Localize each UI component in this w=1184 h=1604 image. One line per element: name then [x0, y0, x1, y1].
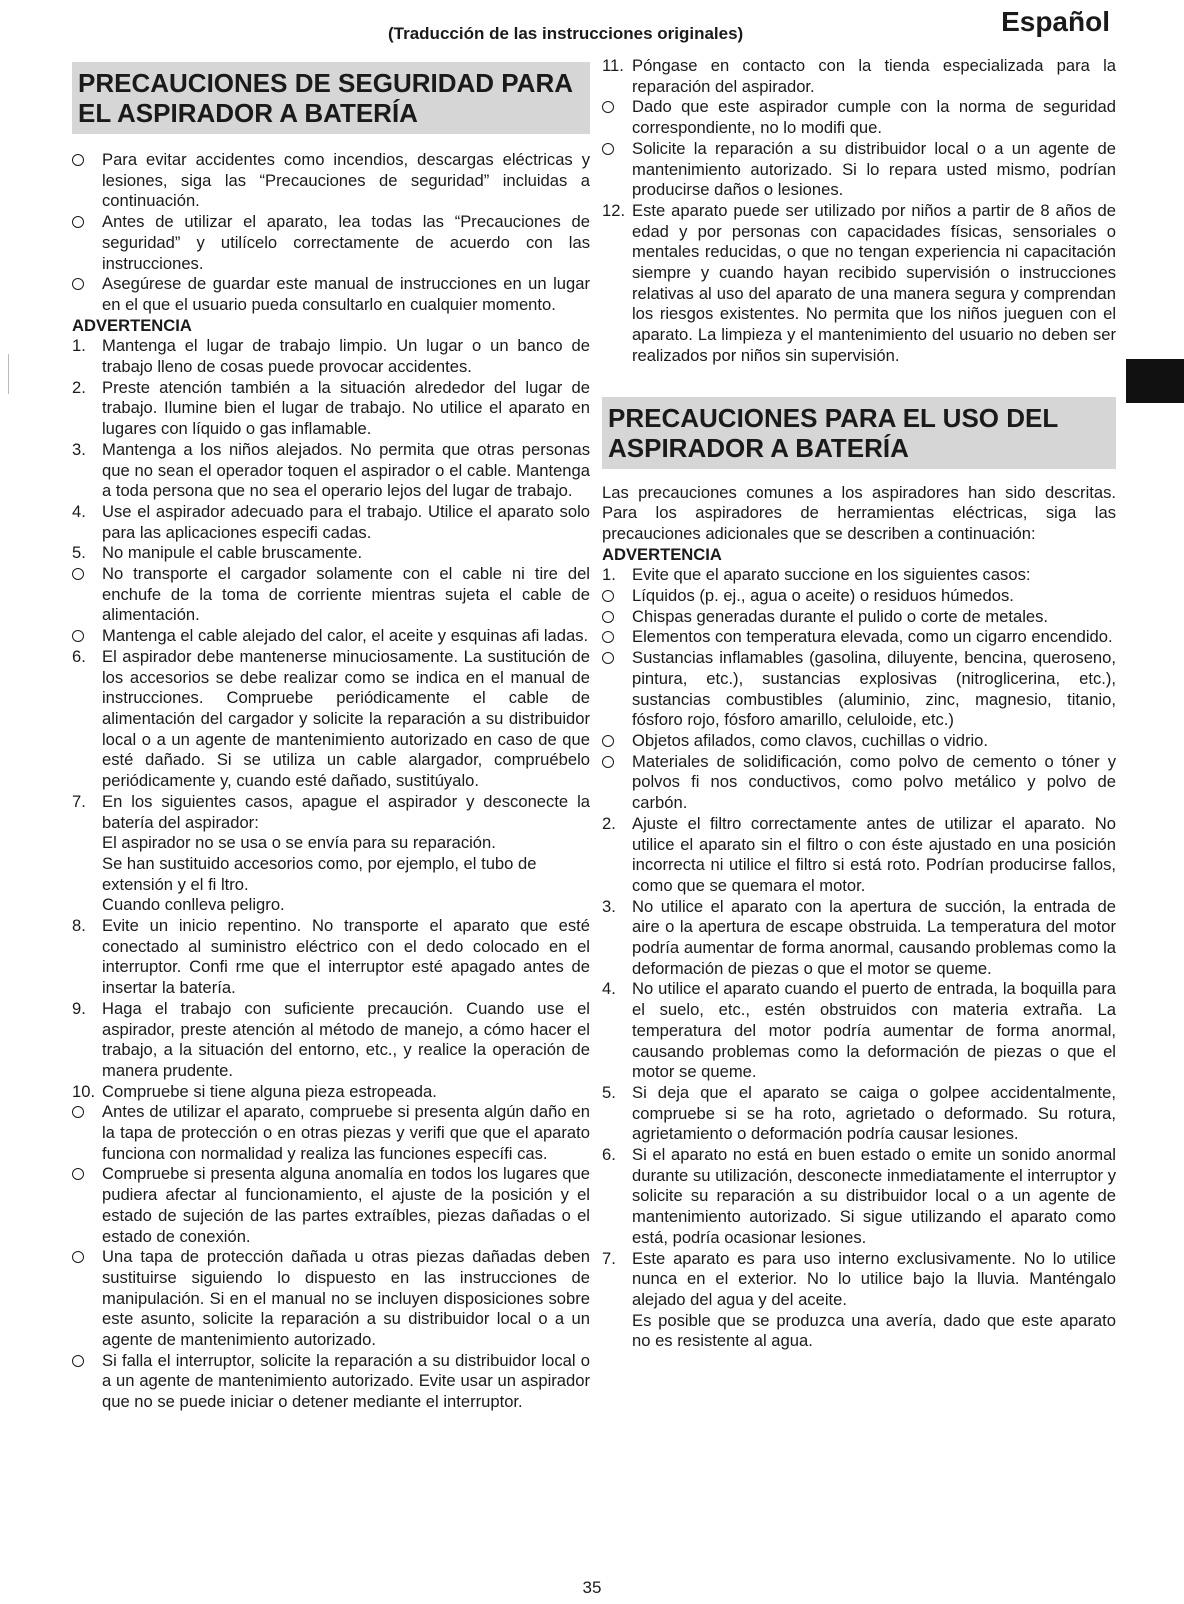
- list-item: [72, 1164, 590, 1247]
- circle-bullet-icon: [72, 1106, 84, 1118]
- item-text: Asegúrese de guardar este manual de instrucciones en un lugar en el que el usuario pueda consultarlo en cualquier momento.: [102, 274, 590, 314]
- item-text: Antes de utilizar el aparato, compruebe si presenta algún daño en la tapa de protección o en otras piezas y verifi que que el aparato funciona con normalidad y realiza las funciones específi cas.: [102, 1102, 590, 1163]
- list-item: [72, 1102, 590, 1164]
- circle-bullet-icon: [602, 101, 614, 113]
- case-line: Cuando conlleva peligro.: [102, 895, 285, 915]
- item-marker: 6.: [72, 646, 86, 666]
- list-item: [72, 543, 590, 564]
- list-item: [602, 97, 1116, 138]
- bullet-circle-icon: [72, 274, 84, 296]
- margin-mark: [8, 354, 9, 394]
- item-text: Antes de utilizar el aparato, lea todas las “Precauciones de seguridad” y utilícelo correctamente de acuerdo con las instrucciones.: [102, 212, 590, 273]
- list-item: [602, 1249, 1116, 1311]
- circle-bullet-icon: [602, 735, 614, 747]
- item-text: Compruebe si presenta alguna anomalía en todos los lugares que pudiera afectar al funcionamiento, el ajuste de la posición y el estado de sujeción de las partes extraíbles, piezas dañadas o el estado de conexión.: [102, 1164, 590, 1246]
- item-marker: 12.: [602, 200, 626, 220]
- bullet-circle-icon: [602, 586, 614, 608]
- right-warning-list-top: [602, 56, 1116, 367]
- translation-note: (Traducción de las instrucciones originales): [388, 24, 744, 43]
- circle-bullet-icon: [72, 1355, 84, 1367]
- circle-bullet-icon: [72, 216, 84, 228]
- item-text: Solicite la reparación a su distribuidor local o a un agente de mantenimiento autorizado. Si lo repara usted mismo, podrían producirse daños o lesiones.: [632, 138, 1116, 200]
- item-text: Una tapa de protección dañada u otras piezas dañadas deben sustituirse siguiendo lo dispuesto en las instrucciones de manipulación. Si en el manual no se incluyen disposiciones sobre este asunto, solicite la reparación a su distribuidor local o a un agente de mantenimiento autorizado.: [102, 1247, 590, 1350]
- item-text: Líquidos (p. ej., agua o aceite) o residuos húmedos.: [632, 586, 1014, 606]
- list-item: [602, 139, 1116, 201]
- circle-bullet-icon: [602, 611, 614, 623]
- list-item: [602, 1083, 1116, 1145]
- bullet-circle-icon: [602, 627, 614, 649]
- item-text: No transporte el cargador solamente con el cable ni tire del enchufe de la toma de corriente mientras sujeta el cable de alimentación.: [102, 564, 590, 625]
- bullet-circle-icon: [72, 1164, 84, 1186]
- item-text: No manipule el cable bruscamente.: [102, 543, 363, 563]
- list-item: [602, 979, 1116, 1083]
- item-marker: 1.: [72, 336, 86, 356]
- item-marker: 4.: [72, 501, 86, 521]
- bullet-circle-icon: [602, 731, 614, 753]
- left-intro-list: [72, 150, 590, 316]
- item-marker: 8.: [72, 916, 86, 936]
- item-text: Elementos con temperatura elevada, como un cigarro encendido.: [632, 627, 1113, 647]
- item-text: Use el aspirador adecuado para el trabajo. Utilice el aparato solo para las aplicaciones especifi cadas.: [102, 501, 590, 542]
- page-number: 35: [582, 1578, 602, 1597]
- item-text: Si falla el interruptor, solicite la reparación a su distribuidor local o a un agente de mantenimiento autorizado. Evite usar un aspirador que no se puede iniciar o detener mediante el interruptor.: [102, 1350, 590, 1412]
- item-text: Evite un inicio repentino. No transporte el aparato que esté conectado al suministro eléctrico con el dedo colocado en el interruptor. Confi rme que el interruptor esté apagado antes de insertar la batería.: [102, 916, 590, 998]
- item-text: Si deja que el aparato se caiga o golpee accidentalmente, compruebe si se ha roto, agrietado o deformado. Su rotura, agrietamiento o deformación podría causar lesiones.: [632, 1082, 1116, 1144]
- bullet-circle-icon: [72, 626, 84, 648]
- case-line: Se han sustituido accesorios como, por ejemplo, el tubo de extensión y el fi ltro.: [102, 853, 537, 894]
- list-item: [72, 440, 590, 502]
- bullet-circle-icon: [602, 139, 614, 161]
- circle-bullet-icon: [72, 630, 84, 642]
- circle-bullet-icon: [602, 631, 614, 643]
- item-text: Evite que el aparato succione en los siguientes casos:: [632, 565, 1031, 585]
- bullet-circle-icon: [72, 1102, 84, 1124]
- item-marker: 6.: [602, 1145, 616, 1165]
- item-marker: 1.: [602, 565, 616, 585]
- item-text: Preste atención también a la situación alrededor del lugar de trabajo. Ilumine bien el lugar de trabajo. No utilice el aparato en lugares con líquido o gas inflamable.: [102, 377, 590, 439]
- item-text: Dado que este aspirador cumple con la norma de seguridad correspondiente, no lo modifi que.: [632, 97, 1116, 138]
- list-item: [602, 752, 1116, 814]
- left-column: [72, 56, 590, 1413]
- circle-bullet-icon: [602, 652, 614, 664]
- item-marker: 7.: [72, 791, 86, 811]
- list-item: [72, 502, 590, 543]
- item-text: El aspirador debe mantenerse minuciosamente. La sustitución de los accesorios se debe realizar como se indica en el manual de instrucciones. Compruebe periódicamente el cable de alimentación del cargador y solicite la reparación a su distribuidor local o a un agente de mantenimiento autorizado en caso de que esté dañado. Si se utiliza un cable alargador, compruébelo periódicamente y, cuando esté dañado, sustitúyalo.: [102, 646, 590, 791]
- list-item: [72, 336, 590, 377]
- item-marker: 10.: [72, 1081, 96, 1101]
- suction-case-list: [602, 586, 1116, 814]
- circle-bullet-icon: [72, 1251, 84, 1263]
- item-text: En los siguientes casos, apague el aspirador y desconecte la batería del aspirador:: [102, 791, 590, 832]
- list-item: [602, 814, 1116, 897]
- item-marker: 3.: [72, 439, 86, 459]
- item-marker: 2.: [72, 377, 86, 397]
- list-item: [72, 212, 590, 274]
- circle-bullet-icon: [72, 278, 84, 290]
- list-item: [72, 378, 590, 440]
- list-item: [602, 731, 1116, 752]
- list-item: [602, 586, 1116, 607]
- bullet-circle-icon: [72, 150, 84, 172]
- case-line: El aspirador no se usa o se envía para su reparación.: [102, 833, 496, 853]
- bullet-circle-icon: [72, 1351, 84, 1373]
- list-item: [602, 897, 1116, 980]
- item-text: Si el aparato no está en buen estado o emite un sonido anormal durante su utilización, desconecte inmediatamente el interruptor y solicite su reparación a su distribuidor local o a un agente de mantenimiento autorizado. Si sigue utilizando el aparato como está, podría ocasionar lesiones.: [632, 1145, 1116, 1247]
- list-item: [72, 1351, 590, 1413]
- item-marker: 9.: [72, 998, 86, 1018]
- left-warning-list-continued: [72, 916, 590, 1413]
- item-text: Chispas generadas durante el pulido o corte de metales.: [632, 606, 1049, 626]
- bullet-circle-icon: [72, 212, 84, 234]
- bullet-circle-icon: [602, 97, 614, 119]
- item-marker: 11.: [602, 56, 624, 75]
- list-item: [72, 1082, 590, 1103]
- circle-bullet-icon: [602, 143, 614, 155]
- circle-bullet-icon: [602, 756, 614, 768]
- list-item: [72, 792, 590, 833]
- list-item: [602, 627, 1116, 648]
- item-marker: 5.: [72, 543, 86, 563]
- list-item: [72, 647, 590, 792]
- circle-bullet-icon: [72, 154, 84, 166]
- item-text: Mantenga a los niños alejados. No permita que otras personas que no sean el operador toquen el aspirador o el cable. Mantenga a toda persona que no sea el operario lejos del lugar de trabajo.: [102, 439, 590, 501]
- item-text: Para evitar accidentes como incendios, descargas eléctricas y lesiones, siga las “Precauciones de seguridad” incluidas a continuación.: [102, 150, 590, 211]
- usage-intro: Las precauciones comunes a los aspiradores han sido descritas. Para los aspiradores de herramientas eléctricas, siga las precauciones adicionales que se describen a continuación:: [602, 482, 1116, 543]
- item-text: Mantenga el lugar de trabajo limpio. Un lugar o un banco de trabajo lleno de cosas puede provocar accidentes.: [102, 336, 590, 377]
- list-item: [72, 999, 590, 1082]
- list-item: [72, 626, 590, 647]
- item-text: Este aparato puede ser utilizado por niños a partir de 8 años de edad y por personas con capacidades físicas, sensoriales o mentales reducidas, o que no tengan experiencia ni capacitación siempre y cuando hayan recibido supervisión o instrucciones relativas al uso del aparato de una manera segura y comprendan los riesgos existentes. No permita que los niños jueguen con el aparato. La limpieza y el mantenimiento del usuario no deben ser realizados por niños sin supervisión.: [632, 200, 1116, 365]
- right-warning-list-rest: [602, 814, 1116, 1311]
- item-marker: 4.: [602, 979, 616, 999]
- bullet-circle-icon: [72, 564, 84, 586]
- item-text: Materiales de solidificación, como polvo de cemento o tóner y polvos fi nos conductivos, como polvo metálico y polvo de carbón.: [632, 751, 1116, 813]
- circle-bullet-icon: [72, 568, 84, 580]
- item7-case-list: [72, 833, 590, 916]
- item-text: Mantenga el cable alejado del calor, el aceite y esquinas afi ladas.: [102, 626, 589, 646]
- right-column: [602, 56, 1116, 1352]
- list-item: [602, 56, 1116, 97]
- bullet-circle-icon: [602, 648, 614, 670]
- bullet-circle-icon: [602, 752, 614, 774]
- item-text: Haga el trabajo con suficiente precaución. Cuando use el aspirador, preste atención al método de manejo, a cómo hacer el trabajo, a la situación del entorno, etc., y realice la operación de manera prudente.: [102, 998, 590, 1080]
- item-text: Póngase en contacto con la tienda especializada para la reparación del aspirador.: [632, 56, 1116, 96]
- item-text: Ajuste el filtro correctamente antes de utilizar el aparato. No utilice el aparato sin el filtro o con éste ajustado en una posición incorrecta ni utilice el filtro si está roto. Podrían producirse fallos, como que se quemara el motor.: [632, 813, 1116, 895]
- item-text: No utilice el aparato con la apertura de succión, la entrada de aire o la apertura de escape obstruida. La temperatura del motor podría aumentar de forma anormal, causando problemas como la deformación de piezas o que el motor se queme.: [632, 896, 1116, 978]
- item-text: Objetos afilados, como clavos, cuchillas o vidrio.: [632, 730, 989, 750]
- list-item: [602, 648, 1116, 731]
- list-item: [602, 565, 1116, 586]
- circle-bullet-icon: [602, 590, 614, 602]
- item-marker: 3.: [602, 896, 616, 916]
- language-label: Español: [1001, 6, 1110, 37]
- warning-label: ADVERTENCIA: [72, 315, 192, 335]
- list-item: [72, 1247, 590, 1351]
- left-warning-list: [72, 336, 590, 833]
- bullet-circle-icon: [602, 607, 614, 629]
- item7-note: Es posible que se produzca una avería, dado que este aparato no es resistente al agua.: [632, 1310, 1116, 1351]
- language-thumb-tab: [1126, 359, 1184, 403]
- circle-bullet-icon: [72, 1168, 84, 1180]
- list-item: [72, 274, 590, 315]
- list-item: [602, 1145, 1116, 1249]
- section-title-usage: PRECAUCIONES PARA EL USO DEL ASPIRADOR A BATERÍA: [602, 397, 1116, 469]
- list-item: [602, 607, 1116, 628]
- list-item: [72, 150, 590, 212]
- item-marker: 5.: [602, 1082, 616, 1102]
- section-title-safety: PRECAUCIONES DE SEGURIDAD PARA EL ASPIRADOR A BATERÍA: [72, 62, 590, 134]
- warning-label-usage: ADVERTENCIA: [602, 544, 722, 564]
- item-marker: 7.: [602, 1248, 616, 1268]
- item-text: Compruebe si tiene alguna pieza estropeada.: [102, 1081, 437, 1101]
- item-text: Este aparato es para uso interno exclusivamente. No lo utilice nunca en el exterior. No lo utilice bajo la lluvia. Manténgalo alejado del agua y del aceite.: [632, 1248, 1116, 1309]
- item-text: No utilice el aparato cuando el puerto de entrada, la boquilla para el suelo, etc., estén obstruidos con materia extraña. La temperatura del motor podría aumentar de forma anormal, causando problemas como la deformación de piezas o que el motor se queme.: [632, 979, 1116, 1082]
- list-item: [72, 916, 590, 999]
- list-item: [602, 201, 1116, 367]
- list-item: [72, 564, 590, 626]
- item-text: Sustancias inflamables (gasolina, diluyente, bencina, queroseno, pintura, etc.), sustancias explosivas (nitroglicerina, etc.), sustancias combustibles (aluminio, zinc, magnesio, titanio, fósforo rojo, fósforo amarillo, celuloide, etc.): [632, 648, 1116, 730]
- item-marker: 2.: [602, 813, 616, 833]
- bullet-circle-icon: [72, 1247, 84, 1269]
